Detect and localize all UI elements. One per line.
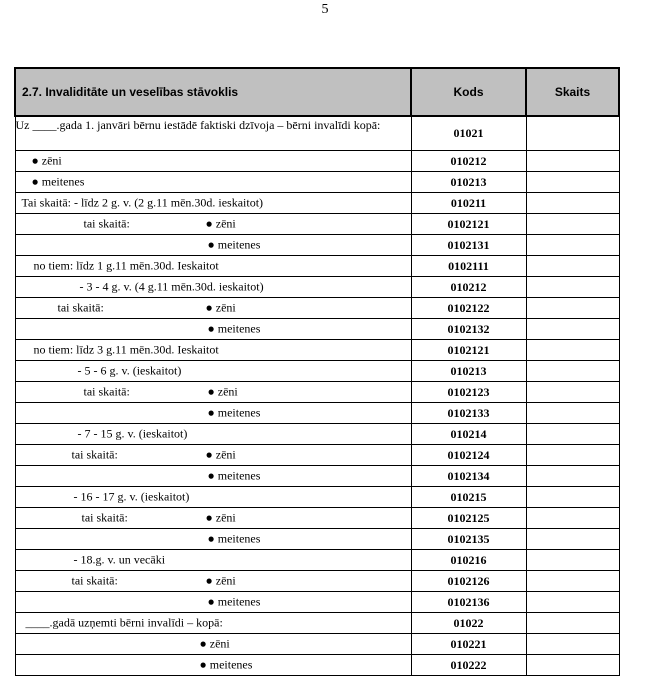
row-description xyxy=(15,340,411,361)
count-cell[interactable] xyxy=(526,571,619,592)
row-bullet: ● zēni xyxy=(205,510,236,525)
row-bullet: ● meitenes xyxy=(207,468,261,483)
row-code: 0102133 xyxy=(411,403,526,424)
row-code: 0102134 xyxy=(411,466,526,487)
code-column-header: Kods xyxy=(411,68,526,116)
table-row xyxy=(15,529,619,550)
table-row xyxy=(15,466,619,487)
table-header-row xyxy=(15,68,619,116)
table-row xyxy=(15,445,619,466)
table-row xyxy=(15,256,619,277)
count-cell[interactable] xyxy=(526,277,619,298)
row-bullet: ● meitenes xyxy=(199,657,253,672)
row-code: 0102124 xyxy=(411,445,526,466)
row-description xyxy=(15,571,411,592)
row-code: 0102136 xyxy=(411,592,526,613)
count-cell[interactable] xyxy=(526,592,619,613)
row-code: 0102121 xyxy=(411,214,526,235)
count-cell[interactable] xyxy=(526,550,619,571)
row-code: 010212 xyxy=(411,151,526,172)
count-cell[interactable] xyxy=(526,445,619,466)
table-row xyxy=(15,613,619,634)
row-description xyxy=(15,256,411,277)
count-cell[interactable] xyxy=(526,361,619,382)
count-cell[interactable] xyxy=(526,487,619,508)
row-text: ● meitenes xyxy=(31,174,85,189)
row-label: tai skaitā: xyxy=(57,300,104,315)
row-text: - 16 - 17 g. v. (ieskaitot) xyxy=(73,489,190,504)
row-description xyxy=(15,319,411,340)
row-code: 0102132 xyxy=(411,319,526,340)
disability-health-table xyxy=(14,67,620,676)
row-bullet: ● meitenes xyxy=(207,321,261,336)
row-bullet: ● zēni xyxy=(205,300,236,315)
row-description xyxy=(15,592,411,613)
row-description xyxy=(15,466,411,487)
table-row xyxy=(15,193,619,214)
row-label: tai skaitā: xyxy=(81,510,128,525)
row-description xyxy=(15,487,411,508)
row-description xyxy=(15,634,411,655)
row-text: ● zēni xyxy=(31,153,62,168)
section-title: 2.7. Invaliditāte un veselības stāvoklis xyxy=(15,68,411,116)
row-code: 0102122 xyxy=(411,298,526,319)
count-cell[interactable] xyxy=(526,466,619,487)
count-cell[interactable] xyxy=(526,298,619,319)
row-code: 0102123 xyxy=(411,382,526,403)
row-code: 010216 xyxy=(411,550,526,571)
count-cell[interactable] xyxy=(526,634,619,655)
row-bullet: ● meitenes xyxy=(207,405,261,420)
table-row xyxy=(15,151,619,172)
count-cell[interactable] xyxy=(526,235,619,256)
row-code: 0102131 xyxy=(411,235,526,256)
row-text: - 18.g. v. un vecāki xyxy=(73,552,166,567)
row-code: 0102135 xyxy=(411,529,526,550)
row-code: 010221 xyxy=(411,634,526,655)
row-code: 010214 xyxy=(411,424,526,445)
table-row xyxy=(15,172,619,193)
row-label: tai skaitā: xyxy=(71,573,118,588)
count-cell[interactable] xyxy=(526,319,619,340)
table-row xyxy=(15,592,619,613)
table-row xyxy=(15,550,619,571)
table-row xyxy=(15,571,619,592)
row-text: - 3 - 4 g. v. (4 g.11 mēn.30d. ieskaitot) xyxy=(79,279,264,294)
row-code: 010211 xyxy=(411,193,526,214)
row-bullet: ● meitenes xyxy=(207,237,261,252)
count-cell[interactable] xyxy=(526,508,619,529)
count-column-header: Skaits xyxy=(526,68,619,116)
count-cell[interactable] xyxy=(526,613,619,634)
table-row xyxy=(15,116,619,151)
row-description xyxy=(15,193,411,214)
table-row xyxy=(15,634,619,655)
table-row xyxy=(15,655,619,676)
row-code: 010222 xyxy=(411,655,526,676)
table-row xyxy=(15,361,619,382)
row-description xyxy=(15,508,411,529)
table-row xyxy=(15,235,619,256)
row-description xyxy=(15,424,411,445)
row-bullet: ● meitenes xyxy=(207,531,261,546)
row-bullet: ● zēni xyxy=(205,447,236,462)
row-code: 0102126 xyxy=(411,571,526,592)
row-description xyxy=(15,298,411,319)
row-text: no tiem: līdz 3 g.11 mēn.30d. Ieskaitot xyxy=(33,342,219,357)
count-cell[interactable] xyxy=(526,382,619,403)
row-code: 010213 xyxy=(411,172,526,193)
table-row xyxy=(15,277,619,298)
row-text: Tai skaitā: - līdz 2 g. v. (2 g.11 mēn.30d. ieskaitot) xyxy=(21,195,264,210)
row-bullet: ● zēni xyxy=(199,636,230,651)
row-description xyxy=(15,277,411,298)
row-bullet: ● zēni xyxy=(205,573,236,588)
table-row xyxy=(15,340,619,361)
row-description xyxy=(15,382,411,403)
row-label: tai skaitā: xyxy=(83,384,130,399)
row-text: no tiem: līdz 1 g.11 mēn.30d. Ieskaitot xyxy=(33,258,219,273)
row-code: 010215 xyxy=(411,487,526,508)
row-description xyxy=(15,214,411,235)
row-description xyxy=(15,655,411,676)
row-code: 010213 xyxy=(411,361,526,382)
count-cell[interactable] xyxy=(526,424,619,445)
count-cell[interactable] xyxy=(526,403,619,424)
row-text: ____.gadā uzņemti bērni invalīdi – kopā: xyxy=(25,615,223,630)
count-cell[interactable] xyxy=(526,116,619,151)
row-description xyxy=(15,151,411,172)
row-description xyxy=(15,361,411,382)
row-description xyxy=(15,403,411,424)
count-cell[interactable] xyxy=(526,529,619,550)
row-label: tai skaitā: xyxy=(71,447,118,462)
count-cell[interactable] xyxy=(526,172,619,193)
row-code: 0102111 xyxy=(411,256,526,277)
row-bullet: ● zēni xyxy=(205,216,236,231)
row-description xyxy=(15,550,411,571)
row-description xyxy=(15,613,411,634)
count-cell[interactable] xyxy=(526,193,619,214)
count-cell[interactable] xyxy=(526,340,619,361)
table-row xyxy=(15,487,619,508)
count-cell[interactable] xyxy=(526,655,619,676)
table-row xyxy=(15,382,619,403)
table-row xyxy=(15,298,619,319)
table-row xyxy=(15,424,619,445)
page-number: 5 xyxy=(321,2,329,17)
count-cell[interactable] xyxy=(526,214,619,235)
table-row xyxy=(15,214,619,235)
row-description xyxy=(15,172,411,193)
row-description xyxy=(15,529,411,550)
row-code: 0102121 xyxy=(411,340,526,361)
row-bullet: ● meitenes xyxy=(207,594,261,609)
row-code: 01021 xyxy=(411,116,526,151)
row-code: 0102125 xyxy=(411,508,526,529)
row-description xyxy=(15,116,411,151)
count-cell[interactable] xyxy=(526,151,619,172)
row-text: - 7 - 15 g. v. (ieskaitot) xyxy=(77,426,188,441)
table-row xyxy=(15,508,619,529)
row-description xyxy=(15,235,411,256)
table-row xyxy=(15,403,619,424)
row-text: - 5 - 6 g. v. (ieskaitot) xyxy=(77,363,182,378)
row-label: tai skaitā: xyxy=(83,216,130,231)
count-cell[interactable] xyxy=(526,256,619,277)
row-bullet: ● zēni xyxy=(207,384,238,399)
row-code: 010212 xyxy=(411,277,526,298)
row-description xyxy=(15,445,411,466)
row-code: 01022 xyxy=(411,613,526,634)
row-text: Uz ____.gada 1. janvāri bērnu iestādē faktiski dzīvoja – bērni invalīdi kopā: xyxy=(15,118,381,132)
table-row xyxy=(15,319,619,340)
